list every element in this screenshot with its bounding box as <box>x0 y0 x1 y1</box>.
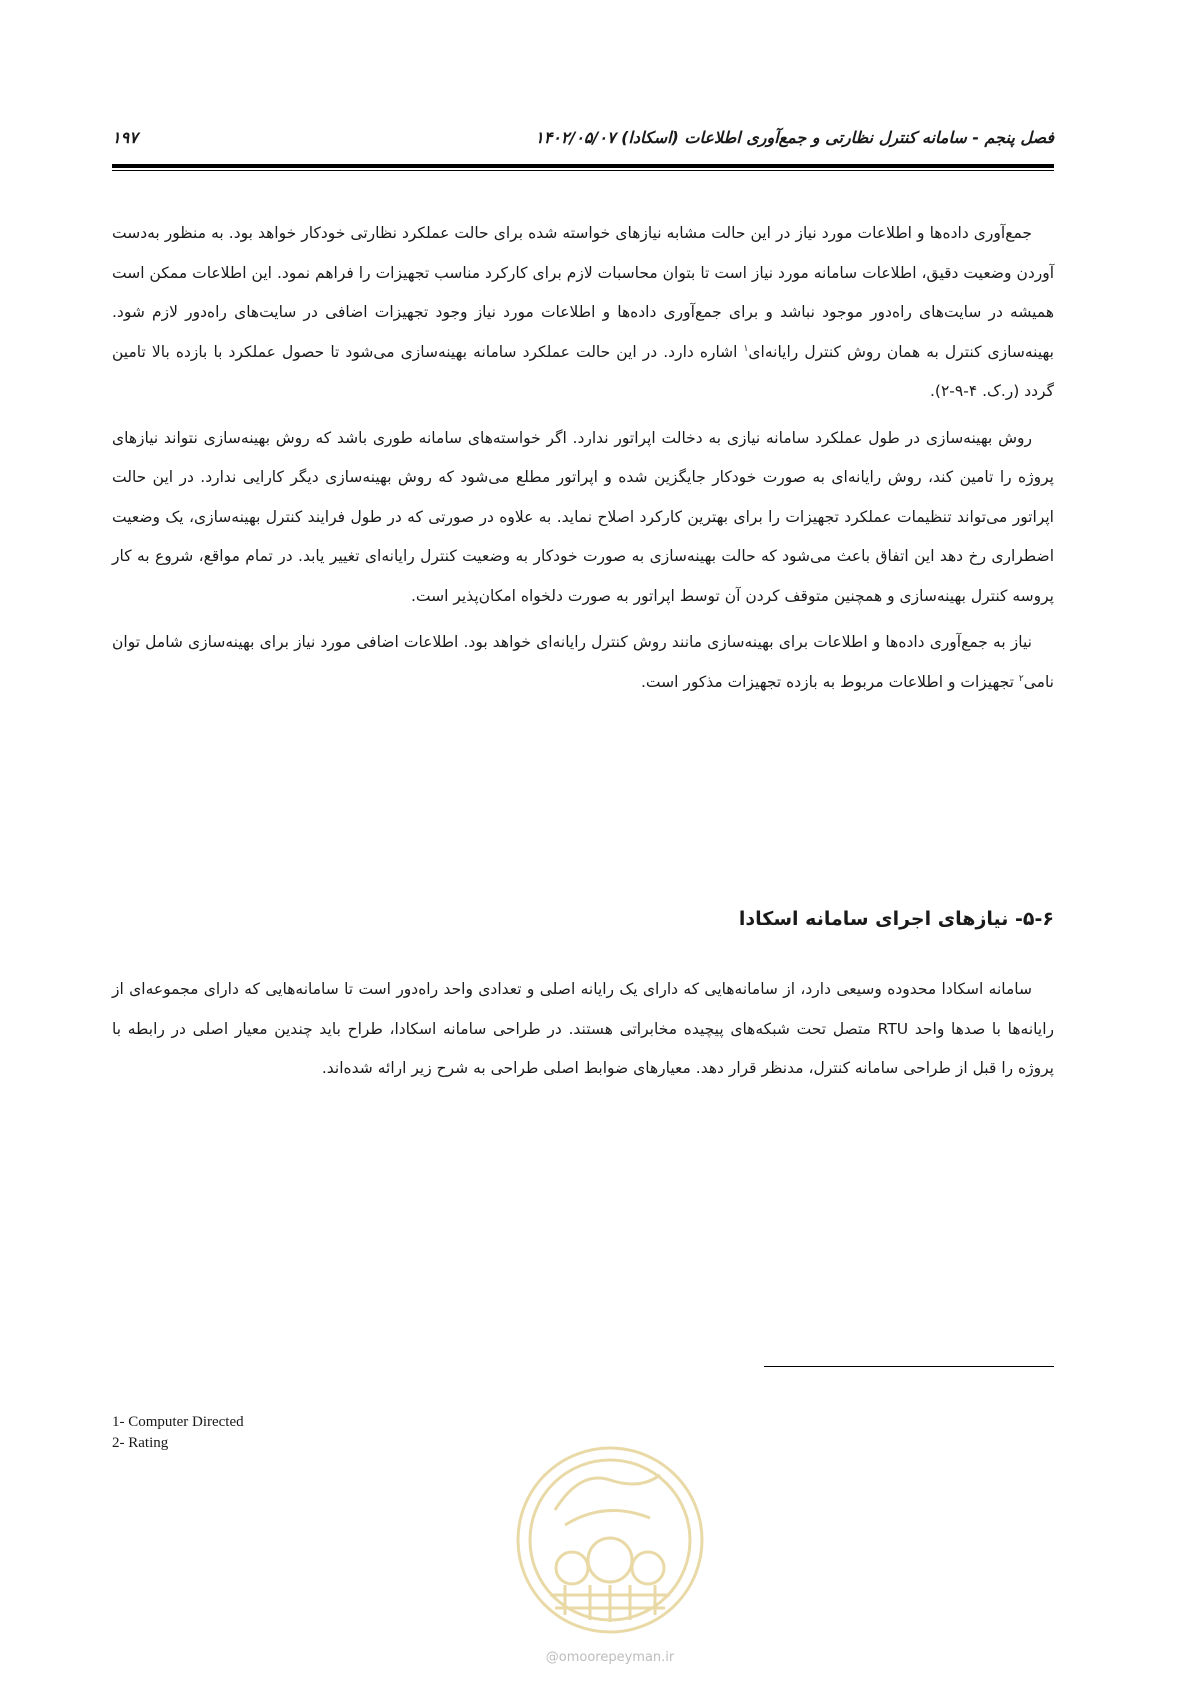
paragraph-2: روش بهینه‌سازی در طول عملکرد سامانه نیازی به دخالت اپراتور ندارد. اگر خواسته‌های سامانه طوری باشد که روش بهینه‌سازی نتواند نیازهای پروژه را تامین کند، روش رایانه‌ای به صورت خودکار جایگزین شده و اپراتور مطلع می‌شود که روش بهینه‌سازی دیگر کارایی ندارد. در این حالت اپراتور می‌تواند تنظیمات عملکرد تجهیزات را برای بهترین کارکرد اصلاح نماید. به علاوه در صورتی که در طول فرایند کنترل بهینه‌سازی، یک وضعیت اضطراری رخ دهد این اتفاق باعث می‌شود که حالت بهینه‌سازی به صورت خودکار به وضعیت کنترل رایانه‌ای تغییر یابد. در تمام مواقع، شروع به کار پروسه کنترل بهینه‌سازی و همچنین متوقف کردن آن توسط اپراتور به صورت دلخواه امکان‌پذیر است. <box>112 428 1054 605</box>
paragraph-3 <box>112 623 1054 702</box>
footnote-rule <box>764 1366 1054 1367</box>
footnote-2: 2- Rating <box>112 1435 169 1451</box>
watermark-gear-left <box>556 1552 588 1584</box>
footnotes <box>112 1412 244 1454</box>
header-title: فصل پنجم - سامانه کنترل نظارتی و جمع‌آوری اطلاعات (اسکادا) ۱۴۰۲/۰۵/۰۷ <box>535 128 1054 147</box>
watermark-gear-right <box>632 1552 664 1584</box>
watermark-logo <box>510 1440 710 1640</box>
page-number: ۱۹۷ <box>112 128 138 147</box>
paragraph-1-text: جمع‌آوری داده‌ها و اطلاعات مورد نیاز در این حالت مشابه نیازهای خواسته شده برای حالت عملکرد نظارتی خودکار خواهد بود. به منظور به‌دست آوردن وضعیت دقیق، اطلاعات سامانه مورد نیاز است تا بتوان محاسبات لازم برای کارکرد مناسب تجهیزات را فراهم نمود. این اطلاعات ممکن است همیشه در سایت‌های راه‌دور موجود نباشد و برای جمع‌آوری داده‌ها و اطلاعات مورد نیاز وجود تجهیزات اضافی در سایت‌های راه‌دور لازم شود. بهینه‌سازی کنترل به همان روش کنترل رایانه‌ای <box>112 224 1054 361</box>
footnote-ref-2: ۲ <box>1018 673 1024 684</box>
paragraph-1 <box>112 214 1054 412</box>
footnote-ref-1: ۱ <box>743 343 749 354</box>
header-rule-thick <box>112 164 1054 168</box>
section-body <box>112 970 1054 1089</box>
body-text <box>112 214 1054 709</box>
page-header <box>112 126 1054 158</box>
header-rule-thin <box>112 170 1054 171</box>
watermark-calligraphy <box>555 1475 660 1510</box>
paragraph-3-text: نیاز به جمع‌آوری داده‌ها و اطلاعات برای بهینه‌سازی مانند روش کنترل رایانه‌ای خواهد بود. اطلاعات اضافی مورد نیاز برای بهینه‌سازی شامل توان نامی <box>112 633 1054 691</box>
section-title: ۵-۶- نیازهای اجرای سامانه اسکادا <box>738 908 1054 930</box>
watermark-gear <box>588 1538 632 1582</box>
watermark-url: @omoorepeyman.ir <box>545 1650 675 1665</box>
watermark-calligraphy-2 <box>565 1510 650 1525</box>
watermark-grid <box>550 1585 670 1622</box>
paragraph-1-text-after: اشاره دارد. در این حالت عملکرد سامانه بهینه‌سازی می‌شود تا حصول عملکرد با بازده بالا تامین گردد (ر.ک. ۴-۹-۲). <box>112 342 1054 400</box>
paragraph-3-text-after: تجهیزات و اطلاعات مربوط به بازده تجهیزات مذکور است. <box>640 672 1019 691</box>
footnote-1: 1- Computer Directed <box>112 1414 244 1430</box>
section-paragraph: سامانه اسکادا محدوده وسیعی دارد، از سامانه‌هایی که دارای یک رایانه اصلی و تعدادی واحد راه‌دور است تا سامانه‌هایی که دارای مجموعه‌ای از رایانه‌ها با صدها واحد RTU متصل تحت شبکه‌های پیچیده مخابراتی هستند. در طراحی سامانه اسکادا، طراح باید چندین معیار اصلی در رابطه با پروژه را قبل از طراحی سامانه کنترل، مدنظر قرار دهد. معیارهای ضوابط اصلی طراحی به شرح زیر ارائه شده‌اند. <box>112 980 1054 1077</box>
